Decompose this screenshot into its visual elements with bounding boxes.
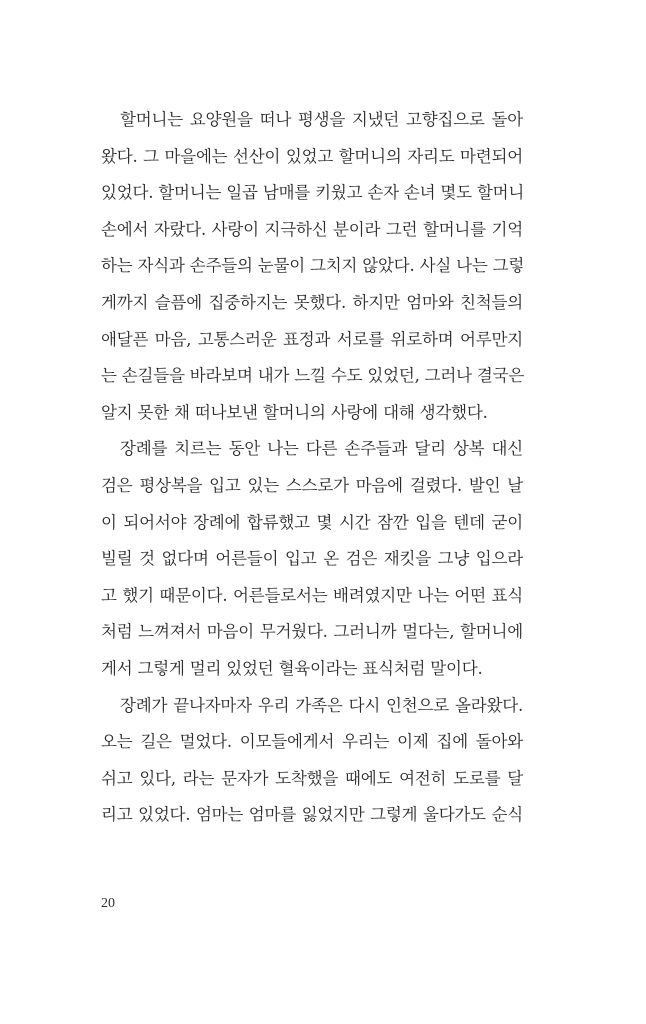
text-line: 게까지 슬픔에 집중하지는 못했다. 하지만 엄마와 친척들의	[101, 292, 523, 312]
text-line: 빌릴 것 없다며 어른들이 입고 온 검은 재킷을 그냥 입으라	[101, 549, 523, 569]
text-line: 하는 자식과 손주들의 눈물이 그치지 않았다. 사실 나는 그렇	[101, 256, 525, 276]
text-line: 애달픈 마음, 고통스러운 표정과 서로를 위로하며 어루만지	[101, 329, 523, 349]
text-line: 장례를 치르는 동안 나는 다른 손주들과 달리 상복 대신	[120, 439, 523, 459]
text-line: 장례가 끝나자마자 우리 가족은 다시 인천으로 올라왔다.	[120, 695, 523, 715]
text-line: 검은 평상복을 입고 있는 스스로가 마음에 걸렸다. 발인 날	[101, 475, 523, 495]
text-line: 게서 그렇게 멀리 있었던 혈육이라는 표식처럼 말이다.	[101, 658, 483, 678]
body-text	[101, 102, 523, 834]
text-line: 알지 못한 채 떠나보낸 할머니의 사랑에 대해 생각했다.	[101, 402, 488, 422]
text-line: 왔다. 그 마을에는 선산이 있었고 할머니의 자리도 마련되어	[101, 146, 523, 166]
text-line: 쉬고 있다, 라는 문자가 도착했을 때에도 여전히 도로를 달	[101, 768, 523, 788]
text-line: 고 했기 때문이다. 어른들로서는 배려였지만 나는 어떤 표식	[101, 585, 523, 605]
text-line: 이 되어서야 장례에 합류했고 몇 시간 잠깐 입을 텐데 굳이	[101, 512, 523, 532]
text-line: 있었다. 할머니는 일곱 남매를 키웠고 손자 손녀 몇도 할머니	[101, 183, 525, 203]
text-line: 오는 길은 멀었다. 이모들에게서 우리는 이제 집에 돌아와	[101, 732, 523, 752]
page-number: 20	[101, 896, 115, 911]
text-line: 손에서 자랐다. 사랑이 지극하신 분이라 그런 할머니를 기억	[101, 219, 523, 239]
text-line: 처럼 느껴져서 마음이 무거웠다. 그러니까 멀다는, 할머니에	[101, 622, 523, 642]
text-line: 는 손길들을 바라보며 내가 느낄 수도 있었던, 그러나 결국은	[101, 366, 525, 386]
text-line: 리고 있었다. 엄마는 엄마를 잃었지만 그렇게 울다가도 순식	[101, 805, 523, 825]
text-line: 할머니는 요양원을 떠나 평생을 지냈던 고향집으로 돌아	[120, 110, 523, 129]
